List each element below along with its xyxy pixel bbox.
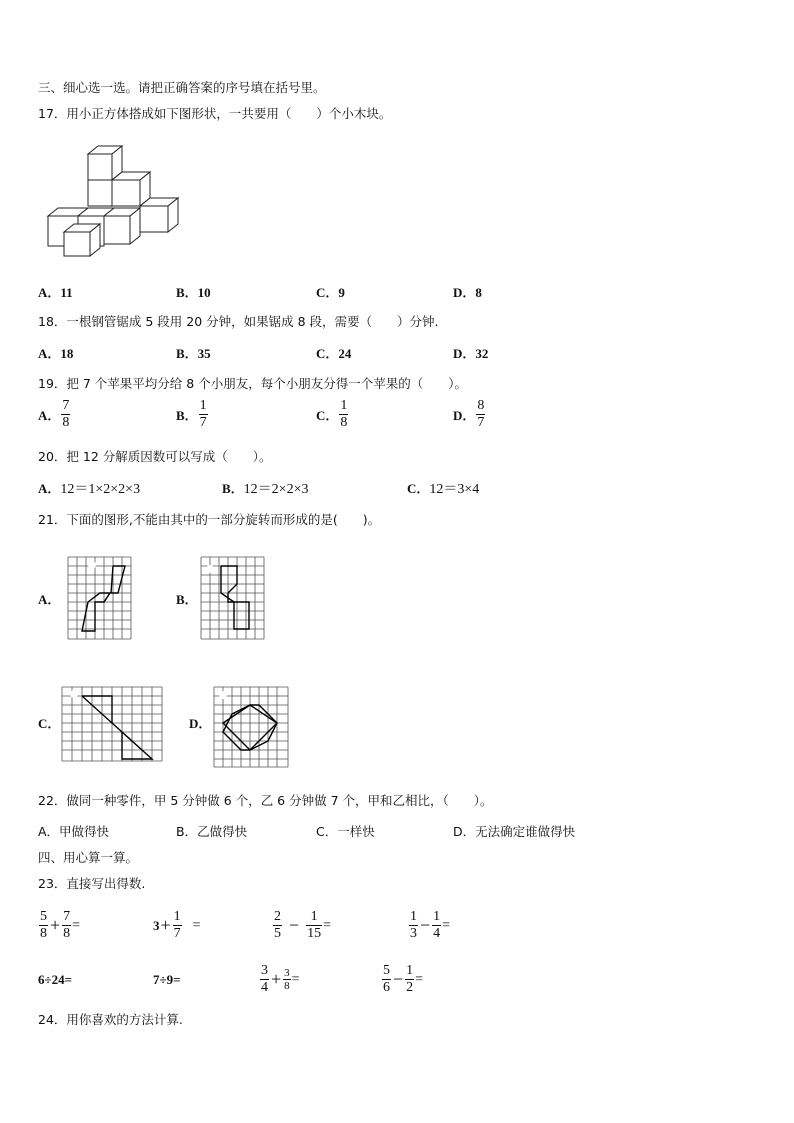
q19-option-b[interactable] — [176, 398, 209, 431]
question-24-text: 24．用你喜欢的方法计算. — [38, 1012, 183, 1027]
q18-option-d[interactable]: D．32 — [453, 346, 489, 361]
q22-option-a[interactable]: A．甲做得快 — [38, 824, 110, 839]
cube-stack-figure — [44, 144, 184, 259]
calc-expression-3: $\frac{2}{5}$ − $\frac{1}{15}$ = — [274, 909, 332, 941]
option-label: D． — [453, 408, 476, 423]
q21-grid-figure-a[interactable] — [66, 555, 136, 640]
section-four-title: 四、用心算一算。 — [38, 850, 139, 865]
q17-option-a[interactable]: A．11 — [38, 285, 73, 300]
calc-expression-5: 6÷24= — [38, 972, 73, 987]
q17-option-b[interactable]: B．10 — [176, 285, 211, 300]
calc-expression-4: $\frac{1}{3}$ − $\frac{1}{4}$ = — [410, 909, 451, 941]
q21-grid-figure-c[interactable] — [60, 685, 165, 765]
q21-option-c-label[interactable]: C． — [38, 716, 61, 731]
q20-option-a[interactable]: A．12＝1×2×2×3 — [38, 481, 141, 497]
calc-expression-6: 7÷9= — [153, 972, 181, 987]
fraction: $\frac{7}{8}$ — [62, 398, 70, 430]
calc-expression-2: 3 + $\frac{1}{7}$ = — [153, 909, 201, 941]
question-19-text: 19．把 7 个苹果平均分给 8 个小朋友，每个小朋友分得一个苹果的（ ）。 — [38, 376, 467, 391]
calc-expression-1: $\frac{5}{8}$ + $\frac{7}{8}$ = — [40, 909, 81, 941]
section-three-title: 三、细心选一选。请把正确答案的序号填在括号里。 — [38, 80, 326, 95]
question-18-text: 18．一根钢管锯成 5 段用 20 分钟，如果锯成 8 段，需要（ ）分钟. — [38, 314, 439, 329]
question-21-text: 21．下面的图形,不能由其中的一部分旋转而形成的是( )。 — [38, 512, 381, 527]
q21-option-b-label[interactable]: B． — [176, 592, 198, 607]
calc-expression-8: $\frac{5}{6}$ − $\frac{1}{2}$ = — [383, 963, 424, 995]
q18-option-b[interactable]: B．35 — [176, 346, 211, 361]
q19-option-c[interactable] — [316, 398, 349, 431]
q22-option-d[interactable]: D．无法确定谁做得快 — [453, 824, 576, 839]
option-label: C． — [316, 408, 339, 423]
fraction: $\frac{1}{7}$ — [199, 398, 207, 430]
option-label: A． — [38, 408, 61, 423]
q18-option-c[interactable]: C．24 — [316, 346, 352, 361]
q19-option-a[interactable] — [38, 398, 71, 431]
calc-expression-7: $\frac{3}{4}$ + $\frac{3}{8}$ = — [261, 963, 300, 995]
question-20-text: 20．把 12 分解质因数可以写成（ ）。 — [38, 449, 272, 464]
q20-option-c[interactable]: C．12＝3×4 — [407, 481, 480, 497]
q21-option-d-label[interactable]: D． — [189, 716, 212, 731]
question-22-text: 22．做同一种零件，甲 5 分钟做 6 个，乙 6 分钟做 7 个，甲和乙相比，（ ）。 — [38, 793, 493, 808]
q22-option-c[interactable]: C．一样快 — [316, 824, 375, 839]
fraction: $\frac{8}{7}$ — [477, 398, 485, 430]
q22-option-b[interactable]: B．乙做得快 — [176, 824, 248, 839]
q17-option-d[interactable]: D．8 — [453, 285, 482, 300]
q21-grid-figure-b[interactable] — [199, 555, 269, 640]
q20-option-b[interactable]: B．12＝2×2×3 — [222, 481, 309, 497]
q21-grid-figure-d[interactable] — [212, 685, 292, 770]
q17-option-c[interactable]: C．9 — [316, 285, 345, 300]
q19-option-d[interactable] — [453, 398, 486, 431]
q18-option-a[interactable]: A．18 — [38, 346, 74, 361]
question-17-text: 17．用小正方体搭成如下图形状，一共要用（ ）个小木块。 — [38, 106, 392, 121]
question-23-text: 23．直接写出得数. — [38, 876, 146, 891]
fraction: $\frac{1}{8}$ — [340, 398, 348, 430]
option-label: B． — [176, 408, 198, 423]
q21-option-a-label[interactable]: A． — [38, 592, 61, 607]
